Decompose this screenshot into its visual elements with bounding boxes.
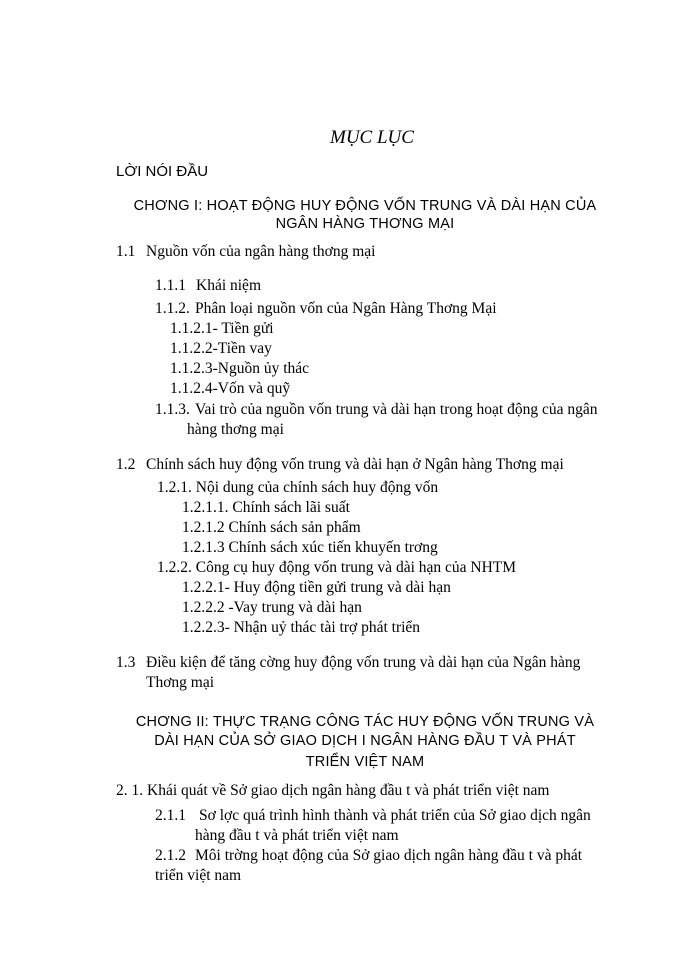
section-number: 1.2 (116, 456, 136, 473)
section-number: 2.1.2 (155, 847, 186, 864)
section-1-2-2-2: 1.2.2.2 -Vay trung và dài hạn (182, 599, 362, 616)
section-text: Môi trờng hoạt động của Sở giao dịch ngân hàng đầu t và phát (195, 847, 583, 864)
section-2-1-2-line1 (155, 846, 582, 866)
section-number: 1.1.2. (155, 300, 190, 317)
section-1-2-1-1: 1.2.1.1. Chính sách lãi suất (182, 499, 350, 516)
section-number: 1.1.1 (155, 277, 186, 294)
section-1-2-1: 1.2.1. Nội dung của chính sách huy động vốn (157, 479, 439, 496)
section-1-2-2-1: 1.2.2.1- Huy động tiền gửi trung và dài hạn (182, 579, 451, 596)
section-2-1-1-line1 (155, 806, 591, 826)
chapter2-heading-line2: DÀI HẠN CỦA SỞ GIAO DỊCH I NGÂN HÀNG ĐẦU T VÀ PHÁT (154, 733, 576, 749)
section-1-1-1 (155, 276, 261, 296)
preface-heading: LỜI NÓI ĐẦU (116, 163, 209, 180)
section-2-1: 2. 1. Khái quát về Sở giao dịch ngân hàng đầu t và phát triển việt nam (116, 782, 550, 799)
section-1-2-1-2: 1.2.1.2 Chính sách sản phẩm (182, 519, 361, 536)
chapter1-heading-line2: NGÂN HÀNG THƠNG MẠI (275, 216, 455, 232)
section-1-3-line2: Thơng mại (146, 674, 215, 691)
section-number: 1.1.3. (155, 401, 190, 418)
section-text: Vai trò của nguồn vốn trung và dài hạn trong hoạt động của ngân (195, 401, 598, 418)
section-1-1-2 (155, 299, 497, 319)
section-text: Chính sách huy động vốn trung và dài hạn ở Ngân hàng Thơng mại (146, 456, 564, 473)
section-number: 1.1 (116, 243, 136, 260)
section-text: Điều kiện để tăng cờng huy động vốn trung và dài hạn của Ngân hàng (146, 654, 581, 671)
toc-title: MỤC LỤC (330, 127, 414, 148)
section-text: Nguồn vốn của ngân hàng thơng mại (146, 243, 376, 260)
section-1-1-2-1: 1.1.2.1- Tiền gửi (170, 320, 274, 337)
section-1-1-2-2: 1.1.2.2-Tiền vay (170, 340, 272, 357)
section-2-1-2-line2: triển việt nam (155, 867, 242, 884)
section-number: 2.1.1 (155, 807, 186, 824)
section-text: Phân loại nguồn vốn của Ngân Hàng Thơng Mại (195, 300, 497, 317)
section-1-2-2: 1.2.2. Công cụ huy động vốn trung và dài hạn của NHTM (157, 559, 517, 576)
chapter2-heading-line3: TRIỂN VIỆT NAM (305, 754, 425, 770)
section-1-1-3-line2: hàng thơng mại (187, 421, 284, 438)
section-text: Sơ lợc quá trình hình thành và phát triển của Sở giao dịch ngân (199, 807, 591, 824)
section-1-1 (116, 242, 375, 262)
section-1-2-2-3: 1.2.2.3- Nhận uỷ thác tài trợ phát triển (182, 619, 421, 636)
section-1-1-2-4: 1.1.2.4-Vốn và quỹ (170, 380, 291, 397)
section-1-1-3-line1 (155, 400, 597, 420)
section-2-1-1-line2: hàng đầu t và phát triển việt nam (195, 827, 399, 844)
section-text: Khái niệm (196, 277, 261, 294)
section-1-2 (116, 455, 564, 475)
section-1-3-line1 (116, 653, 580, 673)
chapter2-heading-line1: CHƠNG II: THỰC TRẠNG CÔNG TÁC HUY ĐỘNG VỐN TRUNG VÀ (135, 714, 595, 730)
section-number: 1.3 (116, 654, 136, 671)
section-1-2-1-3: 1.2.1.3 Chính sách xúc tiến khuyến trơng (182, 539, 438, 556)
chapter1-heading-line1: CHƠNG I: HOẠT ĐỘNG HUY ĐỘNG VỐN TRUNG VÀ DÀI HẠN CỦA (133, 198, 597, 214)
section-1-1-2-3: 1.1.2.3-Nguồn ủy thác (170, 360, 310, 377)
